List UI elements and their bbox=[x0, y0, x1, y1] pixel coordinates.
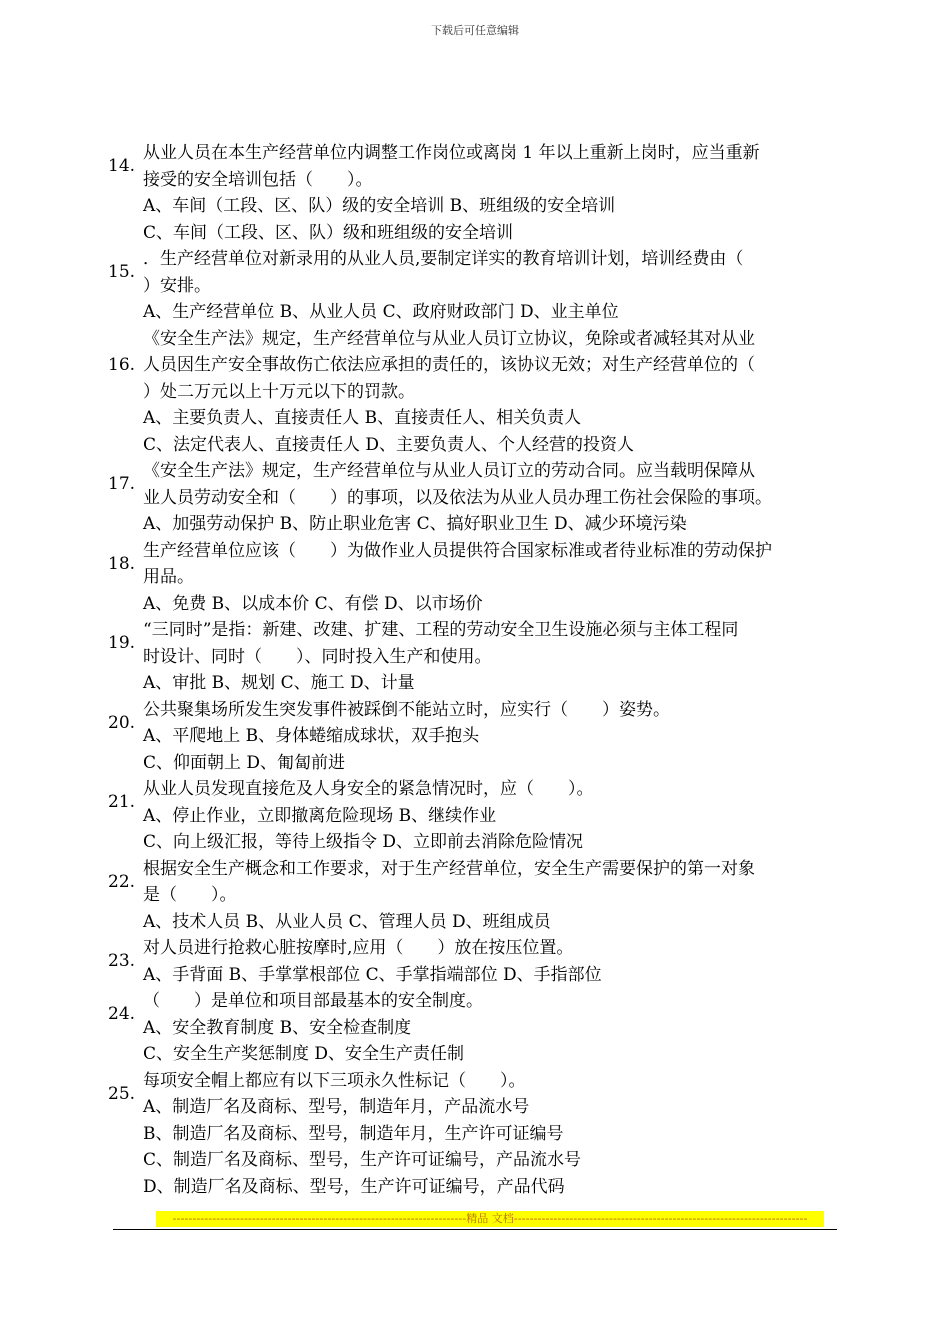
question-text-line: 接受的安全培训包括（ ）。 bbox=[143, 169, 373, 190]
question-item bbox=[0, 617, 950, 697]
answer-options-line: C、向上级汇报，等待上级指令 D、立即前去消除危险情况 bbox=[143, 832, 584, 852]
question-item bbox=[0, 140, 950, 246]
answer-options-line: C、安全生产奖惩制度 D、安全生产责任制 bbox=[143, 1044, 465, 1064]
question-text-line: ．生产经营单位对新录用的从业人员,要制定详实的教育培训计划，培训经费由（ bbox=[143, 249, 744, 269]
question-text-line: ）安排。 bbox=[143, 275, 211, 296]
question-text-line: 从业人员在本生产经营单位内调整工作岗位或离岗 1 年以上重新上岗时，应当重新 bbox=[143, 143, 760, 163]
question-text-line: 业人员劳动安全和（ ）的事项，以及依法为从业人员办理工伤社会保险的事项。 bbox=[143, 487, 772, 508]
question-item bbox=[0, 458, 950, 538]
question-text-line: 用品。 bbox=[143, 567, 194, 587]
question-list bbox=[0, 140, 950, 1200]
answer-options-line: A、加强劳动保护 B、防止职业危害 C、搞好职业卫生 D、减少环境污染 bbox=[143, 514, 687, 534]
answer-options-line: A、技术人员 B、从业人员 C、管理人员 D、班组成员 bbox=[143, 911, 551, 932]
answer-options-line: A、生产经营单位 B、从业人员 C、政府财政部门 D、业主单位 bbox=[143, 302, 619, 322]
footer-banner: --------------------------------------------------------------------------精品 文档-------------------------------------------------------------------------- bbox=[156, 1211, 824, 1227]
question-text-line: 从业人员发现直接危及人身安全的紧急情况时，应（ ）。 bbox=[143, 779, 594, 799]
question-text-line: 人员因生产安全事故伤亡依法应承担的责任的，该协议无效；对生产经营单位的（ bbox=[143, 355, 755, 375]
question-text-line: 对人员进行抢救心脏按摩时,应用（ ）放在按压位置。 bbox=[143, 938, 574, 958]
question-item bbox=[0, 326, 950, 459]
question-item bbox=[0, 856, 950, 936]
question-number: 21. bbox=[108, 792, 136, 813]
answer-options-line: C、法定代表人、直接责任人 D、主要负责人、个人经营的投资人 bbox=[143, 434, 635, 455]
question-text-line: 《安全生产法》规定，生产经营单位与从业人员订立的劳动合同。应当载明保障从 bbox=[143, 461, 755, 481]
question-text-line: 每项安全帽上都应有以下三项永久性标记（ ）。 bbox=[143, 1070, 526, 1091]
answer-options-line: A、停止作业，立即撤离危险现场 B、继续作业 bbox=[143, 805, 497, 826]
question-number: 18. bbox=[108, 553, 136, 574]
answer-options-line: A、主要负责人、直接责任人 B、直接责任人、相关负责人 bbox=[143, 408, 582, 428]
answer-options-line: B、制造厂名及商标、型号，制造年月，生产许可证编号 bbox=[143, 1123, 564, 1144]
question-number: 14. bbox=[108, 156, 136, 177]
question-item bbox=[0, 246, 950, 326]
answer-options-line: A、手背面 B、手掌掌根部位 C、手掌指端部位 D、手指部位 bbox=[143, 964, 602, 985]
question-item bbox=[0, 1068, 950, 1201]
answer-options-line: A、免费 B、以成本价 C、有偿 D、以市场价 bbox=[143, 593, 483, 614]
answer-options-line: A、审批 B、规划 C、施工 D、计量 bbox=[143, 673, 415, 693]
question-text-line: 生产经营单位应该（ ）为做作业人员提供符合国家标准或者待业标准的劳动保护 bbox=[143, 540, 772, 561]
question-number: 17. bbox=[108, 474, 136, 495]
question-number: 19. bbox=[108, 633, 136, 654]
answer-options-line: C、制造厂名及商标、型号，生产许可证编号，产品流水号 bbox=[143, 1150, 582, 1170]
page-header: 下载后可任意编辑 bbox=[431, 24, 519, 37]
question-text-line: 根据安全生产概念和工作要求，对于生产经营单位，安全生产需要保护的第一对象 bbox=[143, 858, 755, 879]
question-number: 23. bbox=[108, 951, 136, 972]
answer-options-line: A、安全教育制度 B、安全检查制度 bbox=[143, 1017, 412, 1038]
question-number: 22. bbox=[108, 871, 136, 892]
answer-options-line: A、制造厂名及商标、型号，制造年月，产品流水号 bbox=[143, 1097, 530, 1117]
answer-options-line: D、制造厂名及商标、型号，生产许可证编号，产品代码 bbox=[143, 1176, 565, 1197]
question-item bbox=[0, 776, 950, 856]
question-text-line: （ ）是单位和项目部最基本的安全制度。 bbox=[143, 991, 483, 1011]
question-text-line: ）处二万元以上十万元以下的罚款。 bbox=[143, 381, 415, 402]
question-number: 16. bbox=[108, 355, 136, 375]
question-item bbox=[0, 988, 950, 1068]
answer-options-line: A、车间（工段、区、队）级的安全培训 B、班组级的安全培训 bbox=[143, 196, 616, 216]
answer-options-line: C、车间（工段、区、队）级和班组级的安全培训 bbox=[143, 222, 514, 243]
question-number: 20. bbox=[108, 712, 136, 733]
answer-options-line: A、平爬地上 B、身体蜷缩成球状，双手抱头 bbox=[143, 726, 480, 746]
question-item bbox=[0, 935, 950, 988]
question-text-line: 是（ ）。 bbox=[143, 885, 237, 905]
question-number: 24. bbox=[108, 1004, 136, 1025]
question-item bbox=[0, 538, 950, 618]
question-text-line: 公共聚集场所发生突发事件被踩倒不能站立时，应实行（ ）姿势。 bbox=[143, 699, 670, 720]
question-number: 15. bbox=[108, 262, 136, 283]
question-text-line: “三同时”是指：新建、改建、扩建、工程的劳动安全卫生设施必须与主体工程同 bbox=[143, 620, 739, 640]
question-item bbox=[0, 697, 950, 777]
answer-options-line: C、仰面朝上 D、匍匐前进 bbox=[143, 752, 346, 773]
question-text-line: 《安全生产法》规定，生产经营单位与从业人员订立协议，免除或者减轻其对从业 bbox=[143, 328, 755, 349]
question-text-line: 时设计、同时（ ）、同时投入生产和使用。 bbox=[143, 646, 492, 667]
question-number: 25. bbox=[108, 1083, 136, 1104]
footer-divider bbox=[113, 1229, 837, 1230]
